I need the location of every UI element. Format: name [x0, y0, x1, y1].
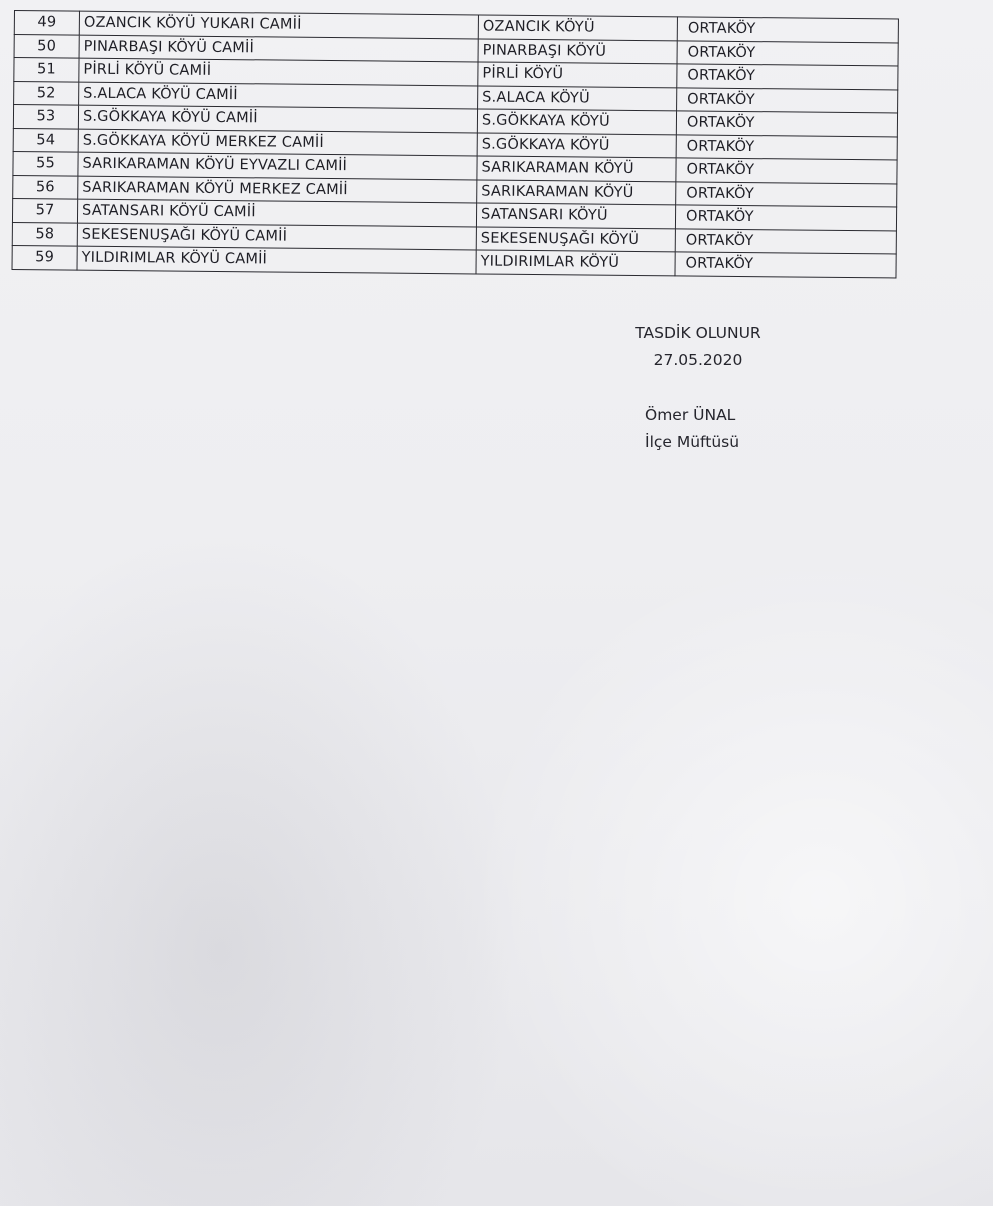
mosque-name: SEKESENUŞAĞI KÖYÜ CAMİİ	[77, 223, 476, 250]
village-name: S.ALACA KÖYÜ	[478, 85, 677, 110]
village-name: S.GÖKKAYA KÖYÜ	[477, 109, 676, 134]
row-number: 54	[13, 128, 78, 152]
village-name: SARIKARAMAN KÖYÜ	[477, 156, 676, 181]
mosque-name: SATANSARI KÖYÜ CAMİİ	[77, 199, 476, 226]
row-number: 51	[14, 58, 79, 82]
village-name: S.GÖKKAYA KÖYÜ	[477, 132, 676, 157]
district-name: ORTAKÖY	[676, 181, 897, 207]
row-number: 55	[13, 151, 78, 175]
district-name: ORTAKÖY	[676, 111, 897, 137]
mosque-name: OZANCIK KÖYÜ YUKARI CAMİİ	[79, 11, 478, 38]
row-number: 59	[12, 245, 77, 269]
village-name: OZANCIK KÖYÜ	[478, 15, 677, 40]
approval-block	[598, 320, 798, 374]
district-name: ORTAKÖY	[677, 64, 898, 90]
mosque-name: SARIKARAMAN KÖYÜ EYVAZLI CAMİİ	[78, 152, 477, 179]
row-number: 57	[12, 198, 77, 222]
village-name: SEKESENUŞAĞI KÖYÜ	[476, 226, 675, 251]
village-name: PINARBAŞI KÖYÜ	[478, 38, 677, 63]
mosque-name: SARIKARAMAN KÖYÜ MERKEZ CAMİİ	[78, 176, 477, 203]
signer-title: İlçe Müftüsü	[645, 433, 740, 451]
approval-date: 27.05.2020	[653, 351, 743, 369]
district-name: ORTAKÖY	[676, 134, 897, 160]
row-number: 52	[14, 81, 79, 105]
village-name: SARIKARAMAN KÖYÜ	[477, 179, 676, 204]
village-name: YILDIRIMLAR KÖYÜ	[476, 250, 675, 275]
row-number: 49	[14, 11, 79, 35]
mosque-name: S.ALACA KÖYÜ CAMİİ	[79, 82, 478, 109]
district-name: ORTAKÖY	[676, 158, 897, 184]
district-name: ORTAKÖY	[677, 17, 898, 43]
village-name: SATANSARI KÖYÜ	[476, 203, 675, 228]
row-number: 56	[13, 175, 78, 199]
mosque-name: S.GÖKKAYA KÖYÜ CAMİİ	[78, 105, 477, 132]
row-number: 53	[13, 105, 78, 129]
signature-block	[645, 402, 739, 456]
row-number: 58	[12, 222, 77, 246]
row-number: 50	[14, 34, 79, 58]
approval-heading: TASDİK OLUNUR	[635, 324, 761, 342]
mosque-name: PINARBAŞI KÖYÜ CAMİİ	[79, 35, 478, 62]
mosque-name: YILDIRIMLAR KÖYÜ CAMİİ	[77, 246, 476, 273]
district-name: ORTAKÖY	[677, 87, 898, 113]
district-name: ORTAKÖY	[675, 205, 896, 231]
district-name: ORTAKÖY	[677, 40, 898, 66]
signer-name: Ömer ÜNAL	[645, 406, 736, 424]
mosque-list-table	[12, 10, 899, 278]
mosque-name: PİRLİ KÖYÜ CAMİİ	[79, 58, 478, 85]
district-name: ORTAKÖY	[675, 228, 896, 254]
mosque-list-table-wrapper	[12, 10, 899, 278]
district-name: ORTAKÖY	[675, 252, 896, 278]
mosque-name: S.GÖKKAYA KÖYÜ MERKEZ CAMİİ	[78, 129, 477, 156]
village-name: PİRLİ KÖYÜ	[478, 62, 677, 87]
